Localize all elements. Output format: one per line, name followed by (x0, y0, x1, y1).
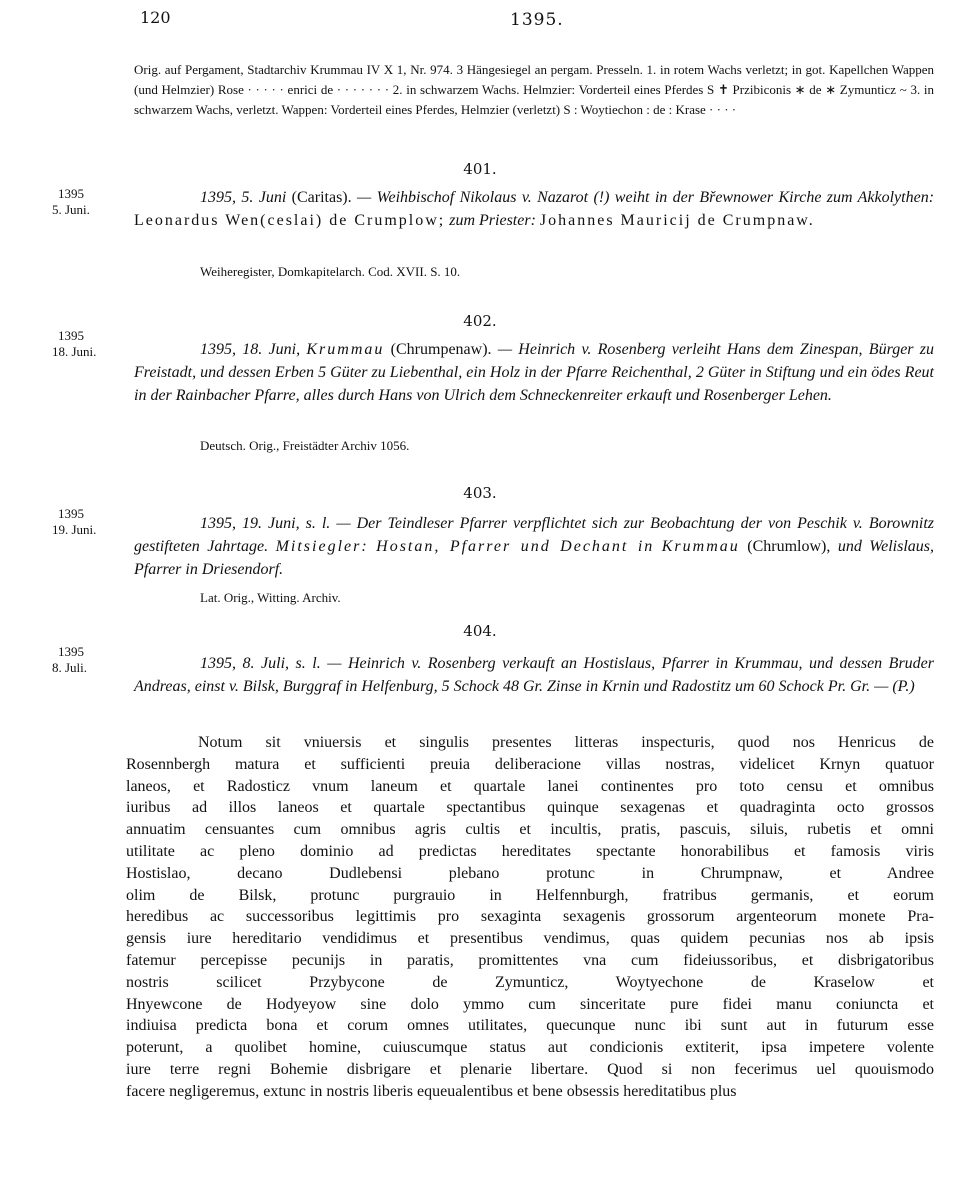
latin-line: utilitate ac pleno dominio ad predictas hereditates spectante honorabilibus et famosis viris (126, 842, 934, 860)
regest-date: 1395, 8. Juli, s. l. (200, 655, 321, 672)
entry-number-403: 403. (463, 484, 497, 502)
latin-line: nostris scilicet Przybycone de Zymunticz, Woytyechone de Kraselow et (126, 973, 934, 991)
regest-summary: — Der Teindleser Pfarrer verpflichtet sich zur Beobachtung der von Peschik v. Borownitz gestifteten Jahrtage. (134, 515, 935, 555)
latin-line: Hostislao, decano Dudlebensi plebano protunc in Chrumpnaw, et Andree (126, 864, 934, 882)
latin-line: Hnyewcone de Hodyeyow sine dolo ymmo cum sinceritate pure fidei manu coniuncta et (126, 995, 934, 1013)
source-note-401: Weiheregister, Domkapitelarch. Cod. XVII. S. 10. (200, 264, 461, 279)
entry-number-404: 404. (463, 622, 497, 640)
latin-line: fatemur percepisse pecunijs in paratis, promittentes vna cum fideiussoribus, et disbrigatoribus (126, 951, 934, 969)
latin-line: gensis iure hereditario vendidimus et presentibus vendimus, quas quidem pecunias nos ab ipsis (126, 930, 934, 948)
regest-witness-paren: (Chrumlow), (747, 538, 831, 555)
margin-date-402 (52, 328, 122, 360)
margin-date-404 (52, 644, 122, 676)
latin-line: laneos, et Radosticz vnum laneum et quartale lanei continentes pro toto censu et omnibus (126, 777, 934, 795)
latin-line: facere negligeremus, extunc in nostris liberis equeualentibus et bene obsessis hereditatibus plus (126, 1082, 737, 1100)
margin-year: 1395 (58, 644, 84, 659)
regest-witness: Hostan, Pfarrer und Dechant in (376, 538, 655, 555)
regest-witness-place: Krummau (661, 538, 740, 555)
regest-summary: — Weihbischof Nikolaus v. Nazarot (!) weiht in der Břewnower Kirche zum Akkolythen: (357, 189, 935, 206)
latin-line: iuribus ad illos laneos et quartale spectantibus quinque sexagenas et quadraginta octo grossos (126, 799, 934, 817)
regest-witness-label: Mitsiegler: (275, 538, 369, 555)
margin-day: 8. Juli. (52, 660, 88, 675)
regest-404 (134, 652, 934, 698)
latin-charter-text (126, 732, 934, 1103)
regest-date: 1395, 18. Juni, (200, 341, 301, 358)
regest-summary-cont: zum Priester: (449, 212, 536, 229)
margin-date-401 (52, 186, 122, 218)
margin-year: 1395 (58, 506, 84, 521)
entry-number-402: 402. (463, 312, 497, 330)
latin-line: annuatim censuantes cum omnibus agris cultis et incultis, pratis, pascuis, siluis, rubetis et omni (126, 821, 934, 839)
regest-401 (134, 186, 934, 232)
margin-date-403 (52, 506, 122, 538)
latin-line: poterunt, a quolibet homine, cuiuscumque status aut condicionis extiterit, ipsa impetere volente (126, 1039, 934, 1057)
regest-403 (134, 512, 934, 581)
regest-witness-cont: und Welislaus, Pfarrer in Driesendorf. (134, 538, 935, 578)
regest-place-paren: (Chrumpenaw). (390, 341, 492, 358)
regest-summary: — Heinrich v. Rosenberg verleiht Hans dem Zinespan, Bürger zu Freistadt, und dessen Erben 5 Güter zu Liebenthal, ein Holz in der Pfarre Reichenthal, 2 Güter in Stiftung und ein ödes Reut in der Rainbacher Pfarre, alles durch Hans von Ulrich dem Schneckenreiter erkauft und Rosenberger Lehen. (134, 341, 935, 404)
margin-day: 18. Juni. (52, 344, 97, 359)
latin-line: olim de Bilsk, protunc purgrauio in Helfennburgh, fratribus germanis, et eorum (126, 886, 934, 904)
entry-number-401: 401. (463, 160, 497, 178)
prior-entry-note: Orig. auf Pergament, Stadtarchiv Krummau IV X 1, Nr. 974. 3 Hängesiegel an pergam. Presseln. 1. in rotem Wachs verletzt; in got. Kapellchen Wappen (und Helmzier) Rose · · · · · enrici de · · · · · · · 2. in schwarzem Wachs. Helmzier: Vorderteil eines Pferdes S ✝ Przibiconis ∗ de ∗ Zymunticz ~ 3. in schwarzem Wachs, verletzt. Wappen: Vorderteil eines Pferdes, Helmzier (verletzt) S : Woytiechon : de : Krase · · · · (134, 62, 934, 117)
margin-year: 1395 (58, 186, 84, 201)
latin-line: Notum sit vniuersis et singulis presentes litteras inspecturis, quod nos Henricus de (198, 734, 934, 751)
page-number: 120 (140, 8, 171, 27)
regest-date: 1395, 5. Juni (200, 189, 287, 206)
regest-place: Krummau (306, 341, 385, 358)
regest-402 (134, 338, 934, 407)
margin-day: 19. Juni. (52, 522, 97, 537)
regest-place: (Caritas). (291, 189, 352, 206)
source-note-402: Deutsch. Orig., Freistädter Archiv 1056. (200, 438, 410, 453)
latin-line: heredibus ac successoribus legittimis pro sexaginta sexagenis grossorum argenteorum monete Pra- (126, 908, 934, 926)
latin-line: Rosennbergh matura et sufficienti preuia deliberacione villas nostras, videlicet Krnyn quatuor (126, 755, 934, 773)
regest-person-2: Johannes Mauricij de Crumpnaw. (539, 212, 815, 229)
latin-line: iure terre regni Bohemie disbrigare et plenarie libertare. Quod si non fecerimus uel quouismodo (126, 1060, 934, 1078)
regest-person: Leonardus Wen(ceslai) de Crumplow; (134, 212, 446, 229)
regest-date: 1395, 19. Juni, s. l. (200, 515, 331, 532)
margin-year: 1395 (58, 328, 84, 343)
regest-summary: — Heinrich v. Rosenberg verkauft an Hostislaus, Pfarrer in Krummau, und dessen Bruder Andreas, einst v. Bilsk, Burggraf in Helfenburg, 5 Schock 48 Gr. Zinse in Krnin und Radostitz um 60 Schock Pr. Gr. — (P.) (134, 655, 935, 695)
running-head: 1395. (510, 10, 564, 30)
source-note-403: Lat. Orig., Witting. Archiv. (200, 590, 341, 605)
margin-day: 5. Juni. (52, 202, 90, 217)
latin-line: indiuisa predicta bona et corum omnes utilitates, quecunque nunc ibi sunt aut in futurum esse (126, 1017, 934, 1035)
